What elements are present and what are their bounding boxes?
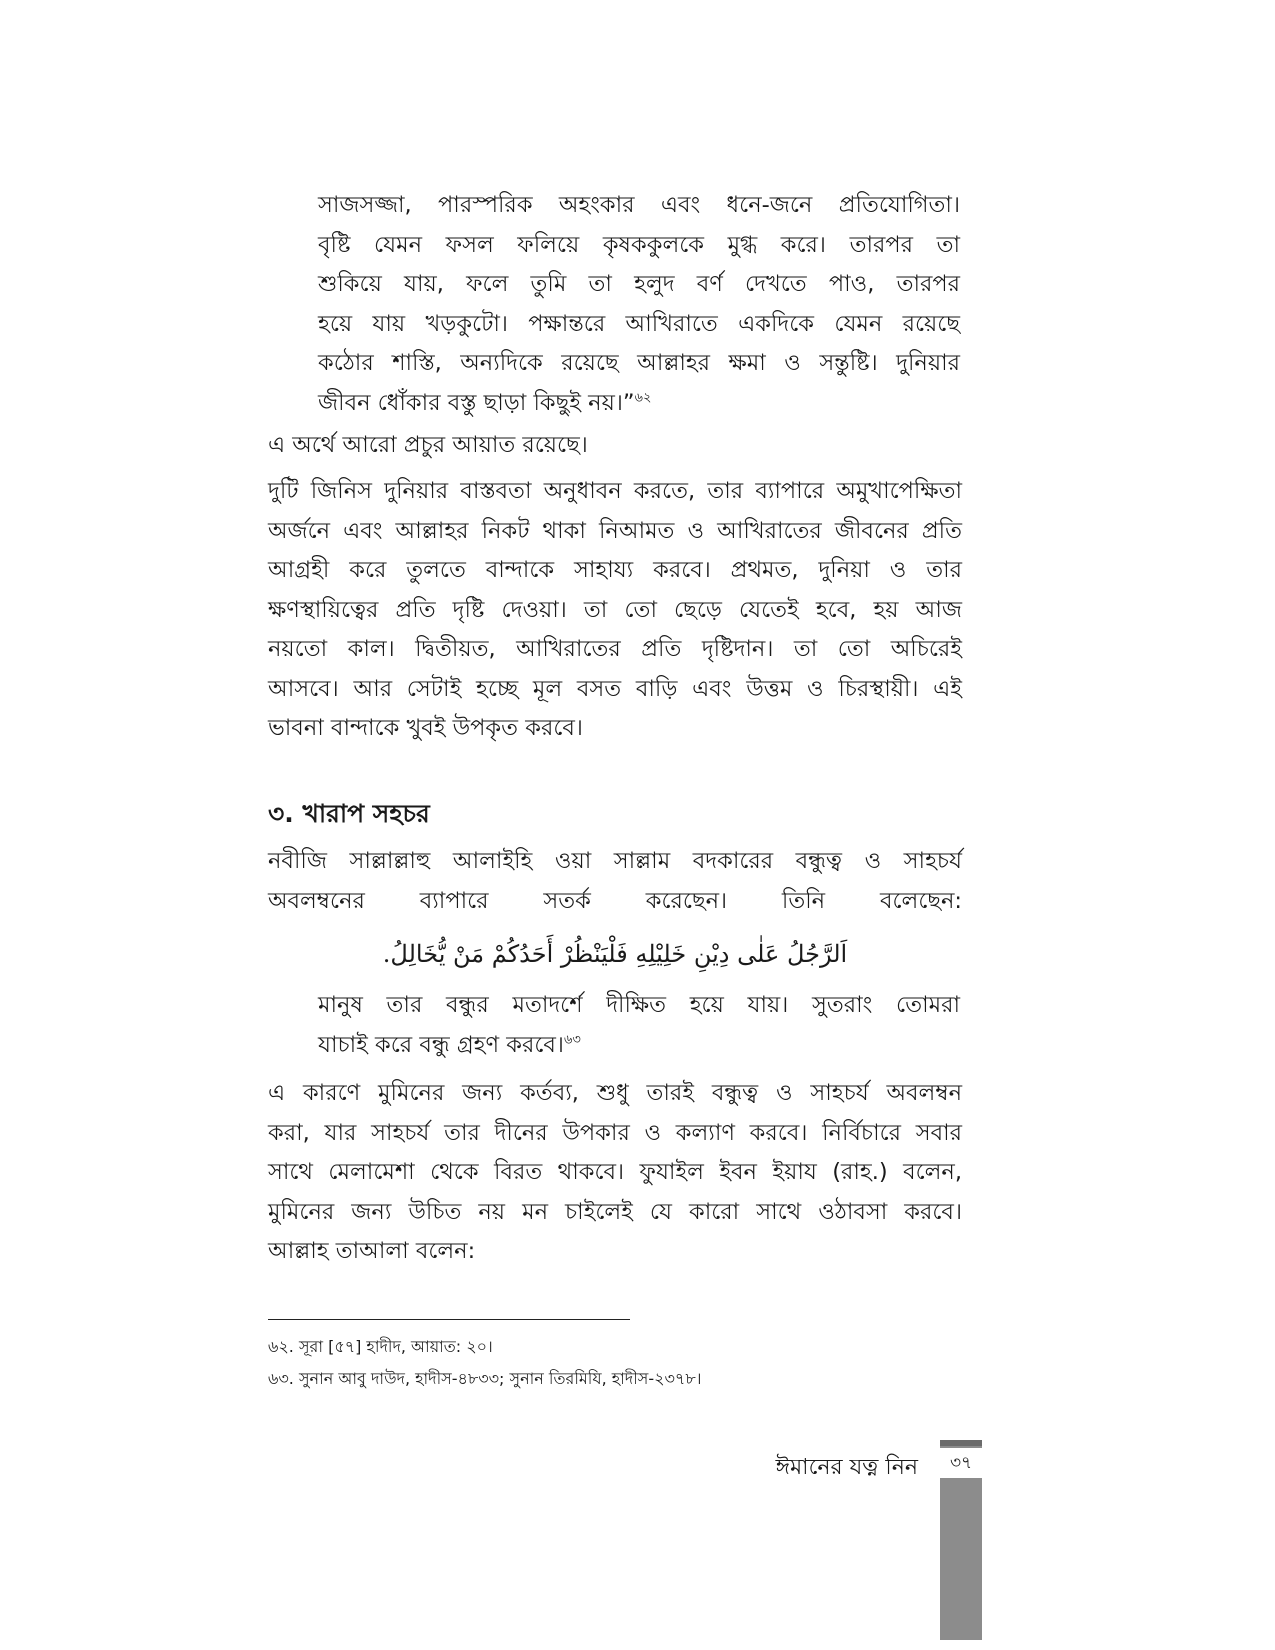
paragraph-line: নবীজি সাল্লাল্লাহু আলাইহি ওয়া সাল্লাম বদকারের বন্ধুত্ব ও সাহচর্য bbox=[268, 848, 962, 874]
quote-line: কঠোর শাস্তি, অন্যদিকে রয়েছে আল্লাহর ক্ষমা ও সন্তুষ্টি। দুনিয়ার bbox=[318, 350, 960, 376]
quran-quote-block bbox=[318, 186, 960, 423]
paragraph-line: ক্ষণস্থায়িত্বের প্রতি দৃষ্টি দেওয়া। তা তো ছেড়ে যেতেই হবে, হয় আজ bbox=[268, 596, 962, 623]
paragraph-verses-note bbox=[268, 426, 962, 466]
quote-line: বৃষ্টি যেমন ফসল ফলিয়ে কৃষককুলকে মুগ্ধ করে। তারপর তা bbox=[318, 231, 960, 258]
paragraph-reality-of-world bbox=[268, 472, 962, 749]
arabic-hadith: اَلرَّجُلُ عَلٰى دِيْنِ خَلِيْلِهِ فَلْيَنْظُرْ أَحَدُكُمْ مَنْ يُّخَالِلُ. bbox=[382, 940, 848, 968]
translation-line-last bbox=[318, 1026, 960, 1066]
paragraph-line: সাথে মেলামেশা থেকে বিরত থাকবে। ফুযাইল ইবন ইয়ায (রাহ.) বলেন, bbox=[268, 1159, 962, 1185]
footnote-ref-63: ৬৩ bbox=[563, 1032, 581, 1047]
paragraph-line: নয়তো কাল। দ্বিতীয়ত, আখিরাতের প্রতি দৃষ্টিদান। তা তো অচিরেই bbox=[268, 636, 962, 662]
footnote-ref-62: ৬২ bbox=[634, 390, 652, 405]
footnote-62: ৬২. সূরা [৫৭] হাদীদ, আয়াত: ২০। bbox=[268, 1337, 493, 1356]
hadith-translation bbox=[318, 986, 960, 1065]
paragraph-line: এ কারণে মুমিনের জন্য কর্তব্য, শুধু তারই বন্ধুত্ব ও সাহচর্য অবলম্বন bbox=[268, 1080, 962, 1106]
translation-line: মানুষ তার বন্ধুর মতাদর্শে দীক্ষিত হয়ে যায়। সুতরাং তোমরা bbox=[318, 992, 960, 1018]
page-number: ৩৭ bbox=[940, 1448, 982, 1478]
paragraph-line: মুমিনের জন্য উচিত নয় মন চাইলেই যে কারো সাথে ওঠাবসা করবে। bbox=[268, 1198, 962, 1225]
paragraph-line: আগ্রহী করে তুলতে বান্দাকে সাহায্য করবে। প্রথমত, দুনিয়া ও তার bbox=[268, 557, 962, 583]
quote-line-text: জীবন ধোঁকার বস্তু ছাড়া কিছুই নয়।” bbox=[318, 389, 635, 416]
paragraph-believer-duty bbox=[268, 1074, 962, 1272]
running-title: ঈমানের যত্ন নিন bbox=[775, 1455, 918, 1480]
paragraph-bad-company bbox=[268, 842, 962, 921]
paragraph-line: এ অর্থে আরো প্রচুর আয়াত রয়েছে। bbox=[268, 432, 588, 458]
quote-line: হয়ে যায় খড়কুটো। পক্ষান্তরে আখিরাতে একদিকে যেমন রয়েছে bbox=[318, 310, 960, 337]
section-heading: ৩. খারাপ সহচর bbox=[268, 799, 430, 828]
page-edge-tab-top bbox=[940, 1440, 982, 1446]
paragraph-line: আসবে। আর সেটাই হচ্ছে মূল বসত বাড়ি এবং উত্তম ও চিরস্থায়ী। এই bbox=[268, 675, 962, 702]
paragraph-line: আল্লাহ তাআলা বলেন: bbox=[268, 1238, 476, 1264]
paragraph-line: অর্জনে এবং আল্লাহর নিকট থাকা নিআমত ও আখিরাতের জীবনের প্রতি bbox=[268, 517, 962, 544]
footnotes bbox=[268, 1331, 962, 1395]
paragraph-line: অবলম্বনের ব্যাপারে সতর্ক করেছেন। তিনি বলেছেন: bbox=[268, 887, 962, 914]
paragraph-line: করা, যার সাহচর্য তার দীনের উপকার ও কল্যাণ করবে। নির্বিচারে সবার bbox=[268, 1119, 962, 1146]
footnote-divider bbox=[268, 1319, 630, 1320]
paragraph-line: ভাবনা বান্দাকে খুবই উপকৃত করবে। bbox=[268, 715, 583, 741]
quote-line: সাজসজ্জা, পারস্পরিক অহংকার এবং ধনে-জনে প্রতিযোগিতা। bbox=[318, 192, 960, 218]
footnote-63: ৬৩. সুনান আবু দাউদ, হাদীস-৪৮৩৩; সুনান তিরমিযি, হাদীস-২৩৭৮। bbox=[268, 1369, 702, 1388]
quote-line-last bbox=[318, 384, 960, 424]
paragraph-line: দুটি জিনিস দুনিয়ার বাস্তবতা অনুধাবন করতে, তার ব্যাপারে অমুখাপেক্ষিতা bbox=[268, 478, 962, 504]
quote-line: শুকিয়ে যায়, ফলে তুমি তা হলুদ বর্ণ দেখতে পাও, তারপর bbox=[318, 271, 960, 297]
translation-line-text: যাচাই করে বন্ধু গ্রহণ করবে। bbox=[318, 1031, 564, 1058]
